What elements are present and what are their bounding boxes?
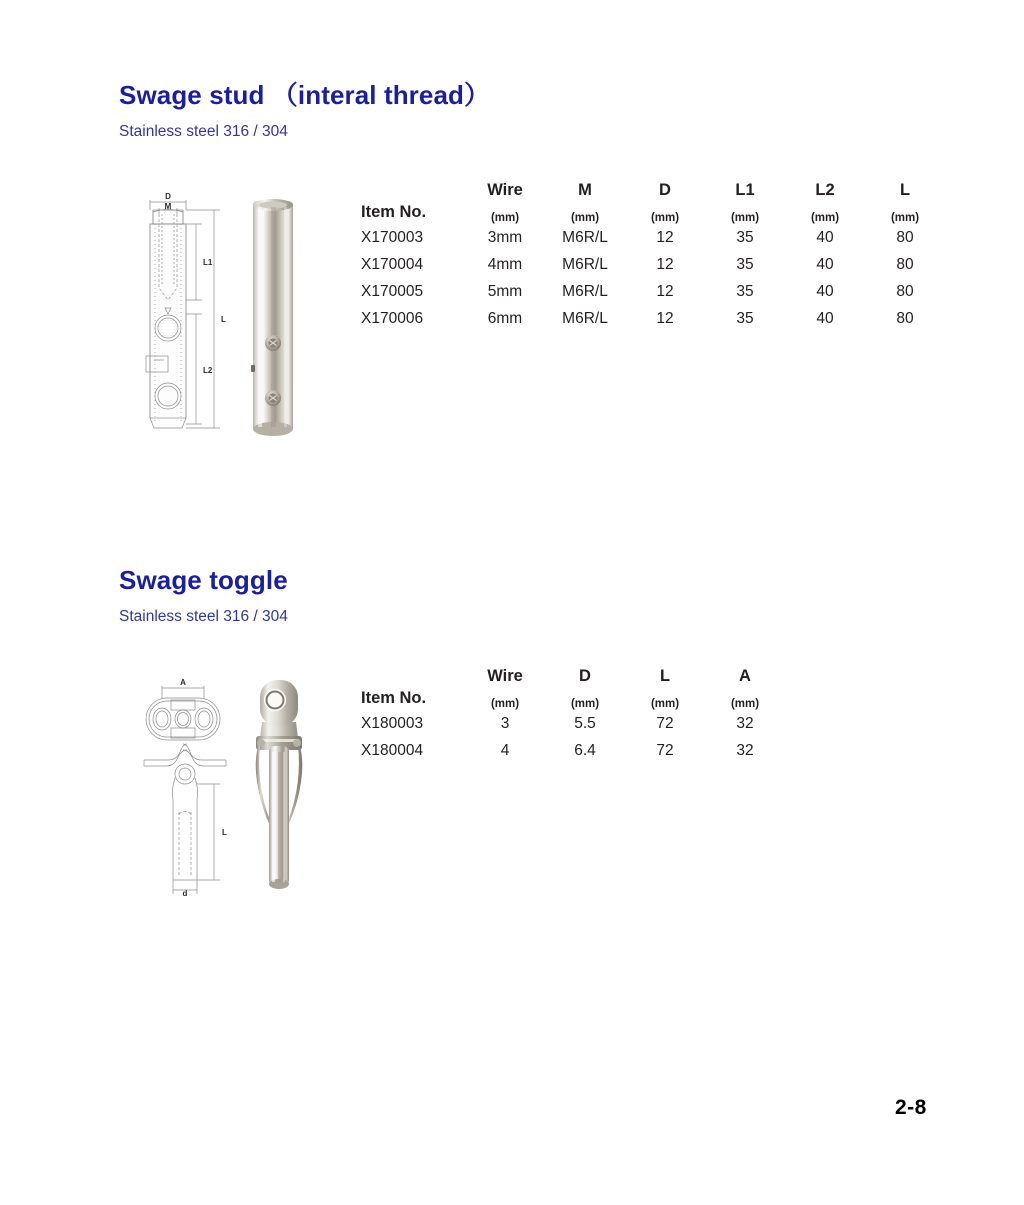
section-swage-stud [119,82,490,140]
svg-text:d: d [182,889,188,898]
column-unit-l: (mm) [650,698,680,711]
table-row [361,278,945,305]
swage-toggle-product-photo [246,676,310,895]
column-unit-l2: (mm) [810,212,840,225]
column-unit-wire: (mm) [490,698,520,711]
column-header-l1 [705,182,785,202]
cell-l1: 35 [736,310,754,328]
table-row [361,305,945,332]
cell-l2: 40 [816,256,834,274]
cell-wire: 5mm [487,283,523,301]
column-header-item-no: Item No. [361,689,427,708]
spec-table-swage-stud [361,182,945,332]
cell-l1: 35 [736,283,754,301]
section-title-swage-stud: Swage stud （interal thread） [119,80,491,110]
column-header-l1-label: L1 [735,181,755,199]
table-header-row [361,668,785,688]
cell-l2: 40 [816,283,834,301]
cell-l: 80 [896,229,914,247]
svg-text:A: A [180,678,186,687]
column-header-d-label: D [579,667,591,685]
table-row [361,737,785,764]
cell-l1: 35 [736,229,754,247]
cell-l: 80 [896,283,914,301]
svg-text:L1: L1 [203,258,213,267]
column-header-a [705,668,785,688]
cell-a: 32 [736,715,754,733]
column-header-l-label: L [659,667,671,685]
section-title-swage-toggle: Swage toggle [119,565,288,595]
cell-l1: 35 [736,256,754,274]
column-unit-d: (mm) [650,212,680,225]
swage-stud-dimension-drawing [132,188,236,438]
column-unit-l1: (mm) [730,212,760,225]
swage-toggle-dimension-drawing [132,672,242,900]
cell-d: 12 [656,310,674,328]
cell-wire: 3 [500,715,510,733]
column-header-wire [465,668,545,688]
column-unit-d: (mm) [570,698,600,711]
cell-m: M6R/L [562,229,608,247]
column-unit-m: (mm) [570,212,600,225]
column-unit-a: (mm) [730,698,760,711]
page-number: 2-8 [895,1096,927,1119]
column-header-d [625,182,705,202]
cell-wire: 3mm [487,229,523,247]
cell-l2: 40 [816,310,834,328]
column-header-a-label: A [739,667,751,685]
column-header-d-label: D [659,181,671,199]
cell-d: 5.5 [574,715,596,733]
table-row [361,710,785,737]
column-header-m [545,182,625,202]
cell-l: 80 [896,256,914,274]
cell-m: M6R/L [562,256,608,274]
cell-wire: 4 [500,742,510,760]
column-header-wire [465,182,545,202]
swage-stud-product-photo [247,193,299,440]
cell-d: 6.4 [574,742,596,760]
table-row [361,224,945,251]
spec-table-swage-toggle [361,668,785,764]
svg-text:D: D [165,192,171,201]
cell-item-no: X170006 [361,310,424,328]
cell-l: 72 [656,742,674,760]
column-header-l [865,182,945,202]
cell-l2: 40 [816,229,834,247]
column-header-l2 [785,182,865,202]
cell-item-no: X180003 [361,715,424,733]
section-swage-toggle [119,567,288,625]
column-unit-l: (mm) [890,212,920,225]
cell-l: 72 [656,715,674,733]
cell-item-no: X170005 [361,283,424,301]
column-header-wire-label: Wire [487,181,523,199]
cell-m: M6R/L [562,310,608,328]
column-header-item-no: Item No. [361,203,427,222]
cell-item-no: X180004 [361,742,424,760]
column-header-l-label: L [899,181,911,199]
cell-item-no: X170004 [361,256,424,274]
svg-text:L: L [221,315,226,324]
section-subtitle-swage-stud: Stainless steel 316 / 304 [119,123,288,140]
column-unit-wire: (mm) [490,212,520,225]
cell-a: 32 [736,742,754,760]
section-subtitle-swage-toggle: Stainless steel 316 / 304 [119,608,288,625]
cell-wire: 4mm [487,256,523,274]
column-header-wire-label: Wire [487,667,523,685]
table-row [361,251,945,278]
cell-wire: 6mm [487,310,523,328]
svg-text:M: M [164,202,172,211]
table-header-row [361,182,945,202]
cell-m: M6R/L [562,283,608,301]
cell-item-no: X170003 [361,229,424,247]
cell-d: 12 [656,229,674,247]
svg-text:L2: L2 [203,366,213,375]
column-header-l [625,668,705,688]
column-header-l2-label: L2 [815,181,835,199]
column-header-m-label: M [578,181,592,199]
svg-text:L: L [222,828,227,837]
column-header-d [545,668,625,688]
cell-d: 12 [656,256,674,274]
cell-d: 12 [656,283,674,301]
cell-l: 80 [896,310,914,328]
